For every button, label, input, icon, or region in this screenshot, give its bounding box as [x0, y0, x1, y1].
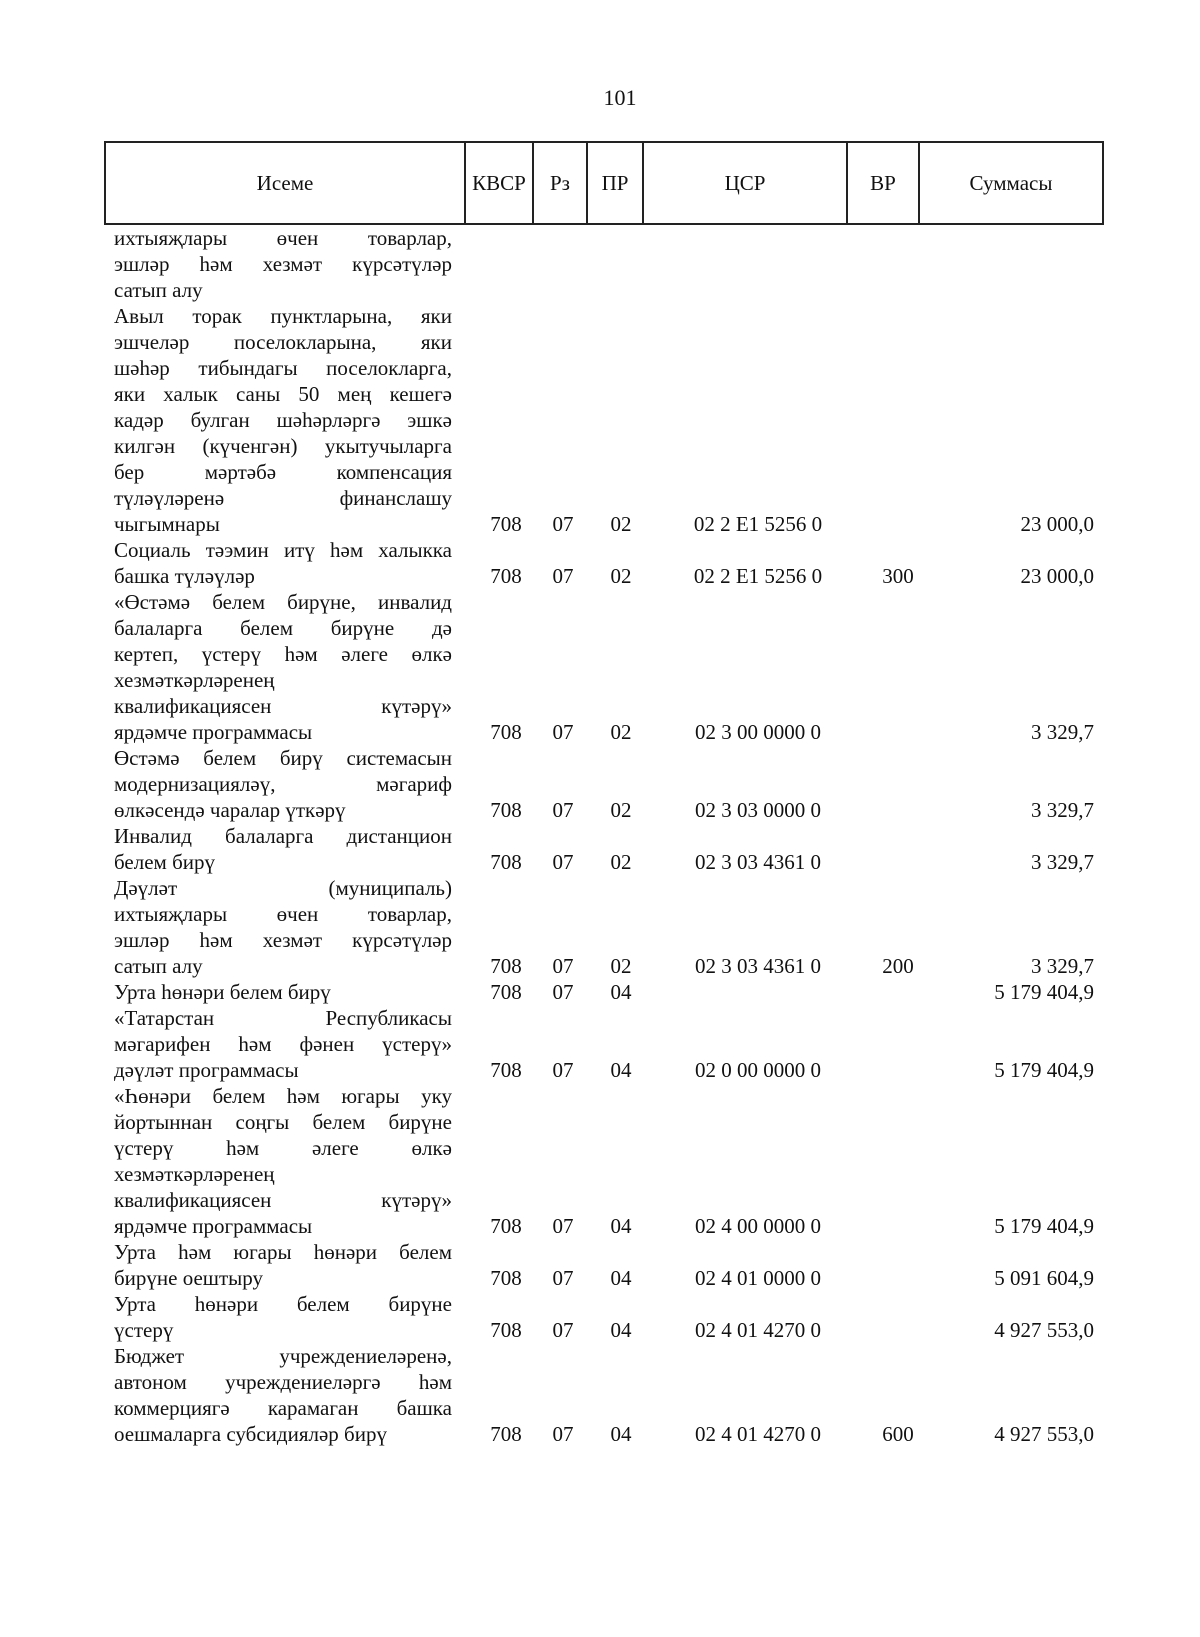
row-rz: 07 — [552, 798, 574, 822]
row-pr: 04 — [610, 1214, 632, 1238]
row-name-line: бирүне оештыру — [114, 1266, 263, 1290]
row-kvsr: 708 — [490, 720, 522, 744]
row-name-line: Социаль тәэмин итү һәм халыкка — [114, 538, 452, 562]
row-name-line: өлкәсендә чаралар үткәрү — [114, 798, 346, 822]
row-sum: 5 179 404,9 — [994, 1214, 1094, 1238]
row-name-line: Урта һөнәри белем бирү — [114, 980, 331, 1004]
row-name-line: квалификациясен күтәрү» — [114, 1188, 452, 1212]
row-pr: 04 — [610, 1422, 632, 1446]
page-number: 101 — [603, 85, 637, 110]
row-name-line: үстерү һәм әлеге өлкә — [114, 1136, 452, 1160]
row-rz: 07 — [552, 1318, 574, 1342]
table-body — [114, 225, 1104, 1447]
table-row — [114, 1083, 1104, 1239]
row-name-line: бер мәртәбә компенсация — [114, 460, 452, 484]
row-pr: 02 — [610, 564, 632, 588]
table-row — [114, 225, 1104, 303]
row-name-line: сатып алу — [114, 954, 203, 978]
table-row — [114, 1005, 1104, 1083]
row-pr: 02 — [610, 512, 632, 536]
row-name-line: Инвалид балаларга дистанцион — [114, 824, 452, 848]
row-csr: 02 3 03 4361 0 — [695, 850, 821, 874]
row-name-line: түләүләренә финанслашу — [114, 486, 452, 510]
row-rz: 07 — [552, 1214, 574, 1238]
row-name-line: белем бирү — [114, 850, 215, 874]
row-name-line: чыгымнары — [114, 512, 220, 536]
row-name — [114, 589, 452, 745]
row-name-line: Урта һәм югары һөнәри белем — [114, 1240, 452, 1264]
row-name-line: Дәүләт (муниципаль) — [114, 876, 452, 900]
table-row — [114, 589, 1104, 745]
row-name-line: мәгарифен һәм фәнен үстерү» — [114, 1032, 452, 1056]
table-row — [114, 1239, 1104, 1291]
row-csr: 02 3 00 0000 0 — [695, 720, 821, 744]
row-kvsr: 708 — [490, 1422, 522, 1446]
row-csr: 02 2 Е1 5256 0 — [693, 512, 823, 536]
row-csr: 02 3 03 0000 0 — [695, 798, 821, 822]
row-name-line: шәһәр тибындагы поселокларга, — [114, 356, 452, 380]
row-name-line: үстерү — [114, 1318, 174, 1342]
row-vr: 600 — [882, 1422, 914, 1446]
row-pr: 02 — [610, 954, 632, 978]
row-rz: 07 — [552, 1266, 574, 1290]
table-row — [114, 303, 1104, 537]
row-name-line: эшләр һәм хезмәт күрсәтүләр — [114, 252, 452, 276]
row-name — [114, 1239, 452, 1291]
row-name-line: дәүләт программасы — [114, 1058, 299, 1082]
row-name-line: яки халык саны 50 мең кешегә — [114, 382, 452, 406]
row-name-line: ихтыяҗлары өчен товарлар, — [114, 902, 452, 926]
row-name — [114, 745, 452, 823]
row-name-line: килгән (күченгән) укытучыларга — [114, 434, 452, 458]
table-row — [114, 537, 1104, 589]
row-name — [114, 1291, 452, 1343]
table-row — [114, 979, 1104, 1005]
row-name-line: сатып алу — [114, 278, 203, 302]
row-pr: 04 — [610, 1058, 632, 1082]
table-row — [114, 1291, 1104, 1343]
row-name-line: коммерциягә карамаган башка — [114, 1396, 452, 1420]
table-row — [114, 875, 1104, 979]
row-name-line: Урта һөнәри белем бирүне — [114, 1292, 452, 1316]
row-pr: 02 — [610, 798, 632, 822]
row-name-line: кертеп, үстерү һәм әлеге өлкә — [114, 642, 452, 666]
row-name-line: оешмаларга субсидияләр бирү — [114, 1422, 387, 1446]
row-name — [114, 1343, 452, 1447]
row-sum: 3 329,7 — [1031, 954, 1094, 978]
row-kvsr: 708 — [490, 1058, 522, 1082]
row-name-line: башка түләүләр — [114, 564, 255, 588]
header-name: Исеме — [106, 143, 466, 223]
row-csr: 02 4 01 4270 0 — [695, 1318, 821, 1342]
row-vr: 300 — [882, 564, 914, 588]
row-sum: 23 000,0 — [1020, 512, 1094, 536]
row-name-line: кадәр булган шәһәрләргә эшкә — [114, 408, 452, 432]
header-rz: Рз — [534, 143, 588, 223]
row-sum: 5 091 604,9 — [994, 1266, 1094, 1290]
table-row — [114, 1343, 1104, 1447]
row-rz: 07 — [552, 954, 574, 978]
row-kvsr: 708 — [490, 1318, 522, 1342]
row-rz: 07 — [552, 512, 574, 536]
row-csr: 02 3 03 4361 0 — [695, 954, 821, 978]
row-kvsr: 708 — [490, 980, 522, 1004]
row-name-line: Авыл торак пунктларына, яки — [114, 304, 452, 328]
row-pr: 02 — [610, 720, 632, 744]
row-name-line: ихтыяҗлары өчен товарлар, — [114, 226, 452, 250]
row-sum: 5 179 404,9 — [994, 1058, 1094, 1082]
row-csr: 02 4 00 0000 0 — [695, 1214, 821, 1238]
row-name-line: эшләр һәм хезмәт күрсәтүләр — [114, 928, 452, 952]
row-name-line: йортыннан соңгы белем бирүне — [114, 1110, 452, 1134]
row-rz: 07 — [552, 1422, 574, 1446]
header-kvsr: КВСР — [466, 143, 534, 223]
row-kvsr: 708 — [490, 564, 522, 588]
row-pr: 02 — [610, 850, 632, 874]
row-sum: 5 179 404,9 — [994, 980, 1094, 1004]
row-csr: 02 2 Е1 5256 0 — [693, 564, 823, 588]
row-name — [114, 875, 452, 979]
row-rz: 07 — [552, 1058, 574, 1082]
row-name-line: Бюджет учреждениеләренә, — [114, 1344, 452, 1368]
row-sum: 23 000,0 — [1020, 564, 1094, 588]
row-kvsr: 708 — [490, 850, 522, 874]
row-name-line: Өстәмә белем бирү системасын — [114, 746, 452, 770]
row-kvsr: 708 — [490, 1266, 522, 1290]
header-pr: ПР — [588, 143, 644, 223]
row-name — [114, 1083, 452, 1239]
row-csr: 02 0 00 0000 0 — [695, 1058, 821, 1082]
row-name — [114, 979, 452, 1005]
row-kvsr: 708 — [490, 1214, 522, 1238]
header-csr: ЦСР — [644, 143, 848, 223]
row-kvsr: 708 — [490, 512, 522, 536]
row-name-line: ярдәмче программасы — [114, 720, 313, 744]
header-sum: Суммасы — [969, 170, 1053, 195]
row-sum: 3 329,7 — [1031, 798, 1094, 822]
table-header — [104, 141, 1104, 225]
row-sum: 3 329,7 — [1031, 720, 1094, 744]
row-rz: 07 — [552, 980, 574, 1004]
row-name-line: «Һөнәри белем һәм югары уку — [114, 1084, 452, 1108]
row-pr: 04 — [610, 980, 632, 1004]
row-sum: 4 927 553,0 — [994, 1422, 1094, 1446]
row-name-line: автоном учреждениеләргә һәм — [114, 1370, 452, 1394]
row-name-line: «Өстәмә белем бирүне, инвалид — [114, 590, 452, 614]
row-kvsr: 708 — [490, 954, 522, 978]
row-name — [114, 303, 452, 537]
row-name-line: «Татарстан Республикасы — [114, 1006, 452, 1030]
row-name-line: эшчеләр поселокларына, яки — [114, 330, 452, 354]
row-name — [114, 225, 452, 303]
row-name — [114, 1005, 452, 1083]
row-name-line: балаларга белем бирүне дә — [114, 616, 452, 640]
row-name-line: хезмәткәрләренең — [114, 1162, 275, 1186]
row-rz: 07 — [552, 564, 574, 588]
row-pr: 04 — [610, 1318, 632, 1342]
row-rz: 07 — [552, 850, 574, 874]
row-csr: 02 4 01 4270 0 — [695, 1422, 821, 1446]
row-name-line: модернизацияләү, мәгариф — [114, 772, 452, 796]
header-vr: ВР — [848, 143, 920, 223]
table-row — [114, 745, 1104, 823]
row-sum: 4 927 553,0 — [994, 1318, 1094, 1342]
row-name-line: квалификациясен күтәрү» — [114, 694, 452, 718]
row-name-line: ярдәмче программасы — [114, 1214, 313, 1238]
row-kvsr: 708 — [490, 798, 522, 822]
row-pr: 04 — [610, 1266, 632, 1290]
row-rz: 07 — [552, 720, 574, 744]
row-sum: 3 329,7 — [1031, 850, 1094, 874]
row-csr: 02 4 01 0000 0 — [695, 1266, 821, 1290]
table-row — [114, 823, 1104, 875]
row-vr: 200 — [882, 954, 914, 978]
row-name — [114, 823, 452, 875]
row-name — [114, 537, 452, 589]
row-name-line: хезмәткәрләренең — [114, 668, 275, 692]
